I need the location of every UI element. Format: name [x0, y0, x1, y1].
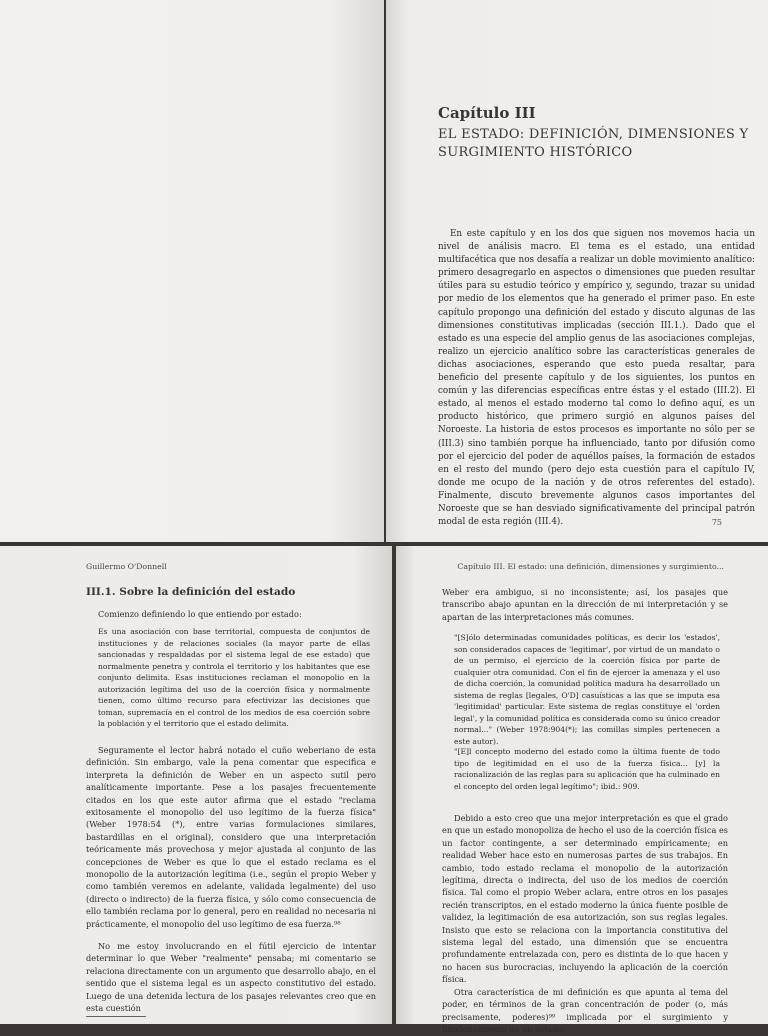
body-paragraph: Debido a esto creo que una mejor interpretación es que el grado en que un estado monopoliza de hecho el uso de la coerción física es un factor contingente, a ser determinado empíricamente; en realidad Weber hace esto en numerosas partes de sus trabajos. En cambio, todo estado reclama el monopolio de la autorización legítima, directa o indirecta, del uso de los medios de coerción física. Tal como el propio Weber aclara, entre otros en los pasajes recién transcriptos, en el estado moderno la única fuente posible de validez, la legitimación de esa autorización, son sus reglas legales. Insisto que esto se relaciona con la importancia constitutiva del sistema legal del estado, una dimensión que se encuentra profundamente entrelazada con, pero es distinta de lo que hacen y no hacen sus burocracias, incluyendo la aplicación de la coerción física. — [442, 813, 728, 985]
section-title: III.1. Sobre la definición del estado — [86, 586, 296, 598]
body-paragraph: Otra característica de mi definición es que apunta al tema del poder, en términos de la gran concentración de poder (o, más precisamente, poderes)⁹⁹ implicada por el surgimiento y funcionamiento de un estado. — [442, 987, 728, 1035]
running-head-chapter: Capítulo III. El estado: una definición, dimensiones y surgimiento... — [457, 562, 724, 571]
chapter-label: Capítulo III — [438, 104, 536, 122]
page-number: 75 — [711, 518, 722, 527]
blank-page — [0, 0, 384, 542]
footnote-rule — [86, 1016, 146, 1017]
block-quote: "[E]l concepto moderno del estado como la última fuente de todo tipo de legitimidad en el uso de la fuerza física... [y] la racionalización de las reglas para su aplicación que ha culminado en el concepto del orden legal legítimo"; ibid.: 909. — [454, 747, 720, 791]
body-paragraph: Seguramente el lector habrá notado el cuño weberiano de esta definición. Sin embargo, vale la pena comentar que especifica e interpreta la definición de Weber en un aspecto sutil pero analíticamente importante. Pese a los pasajes frecuentemente citados en los que este autor afirma que el estado "reclama exitosamente el monopolio del uso legítimo de la fuerza física" (Weber 1978:54 (*), entre varias formulaciones similares, bastardillas en el original), considero que una interpretación teóricamente más provechosa y mejor ajustada al conjunto de las concepciones de Weber es que lo que el estado reclama es el monopolio de la autorización legítima (i.e., según el propio Weber y como también veremos en adelante, validada legalmente) del uso (directo o indirecto) de la fuerza física, y sólo como consecuencia de ello también reclama por lo general, pero en realidad no necesaria ni prácticamente, el monopolio del uso legítimo de esa fuerza.⁹⁸ — [86, 745, 376, 929]
chapter-title: EL ESTADO: DEFINICIÓN, DIMENSIONES Y SURGIMIENTO HISTÓRICO — [438, 127, 749, 160]
body-paragraph: Weber era ambiguo, si no inconsistente; así, los pasajes que transcribo abajo apuntan en la dirección de mi interpretación y se apartan de las interpretaciones más comunes. — [442, 587, 728, 622]
chapter-opening-page — [386, 0, 768, 542]
right-text-page — [396, 546, 768, 1035]
chapter-intro-paragraph: En este capítulo y en los dos que siguen nos movemos hacia un nivel de análisis macro. El tema es el estado, una entidad multifacética que nos desafía a realizar un doble movimiento analítico: primero desagregarlo en aspectos o dimensiones que pueden resultar útiles para su estudio teórico y empírico y, segundo, trazar su unidad por medio de los elementos que ha generado el primer paso. En este capítulo propongo una definición del estado y discuto algunas de las dimensiones constitutivas implicadas (sección III.1.). Dado que el estado es una especie del amplio genus de las asociaciones complejas, realizo un ejercicio analítico sobre las características generales de dichas asociaciones, esperando que esto pueda resaltar, para beneficio del presente capítulo y de los siguientes, los puntos en común y las diferencias específicas entre éstas y el estado (III.2). El estado, al menos el estado moderno tal como lo defino aquí, es un producto histórico, que primero surgió en algunos países del Noroeste. La historia de estos procesos es importante no sólo per se (III.3) sino también porque ha influenciado, tanto por difusión como por el ejercicio del poder de aquéllos países, la formación de estados en el resto del mundo (pero dejo esta cuestión para el capítulo IV, donde me ocupo de la nación y de otros referentes del estado). Finalmente, discuto brevemente algunos casos importantes del Noroeste que se han desviado significativamente del principal patrón modal de esta región (III.4). — [438, 229, 755, 528]
bottom-spread — [0, 546, 768, 1035]
block-quote: "[S]ólo determinadas comunidades políticas, es decir los 'estados', son considerados capaces de 'legitimar', por virtud de un mandato o de un permiso, el ejercicio de la coerción física por parte de cualquier otra comunidad. Con el fin de ejercer la amenaza y el uso de dicha coerción, la comunidad política madura ha desarrollado un sistema de reglas [legales, O'D] casuísticas a las que se imputa esa 'legitimidad' particular. Este sistema de reglas constituye el 'orden legal', y la comunidad política es considerada como su único creador normal..." (Weber 1978:904(*); las comillas simples pertenecen a este autor). — [454, 633, 720, 746]
running-head-author: Guillermo O'Donnell — [86, 562, 167, 571]
body-paragraph: No me estoy involucrando en el fútil ejercicio de intentar determinar lo que Weber "realmente" pensaba; mi comentario se relaciona directamente con un argumento que desarrollo abajo, en el sentido que el sistema legal es un aspecto constitutivo del estado. Luego de una detenida lectura de los pasajes relevantes creo que en esta cuestión — [86, 941, 376, 1014]
body-paragraph: Comienzo definiendo lo que entiendo por estado: — [98, 609, 302, 619]
left-text-page — [0, 546, 392, 1024]
block-quote: Es una asociación con base territorial, compuesta de conjuntos de instituciones y de relaciones sociales (la mayor parte de ellas sancionadas y respaldadas por el sistema legal de ese estado) que normalmente penetra y controla el territorio y los habitantes que ese conjunto delimita. Esas instituciones reclaman el monopolio en la autorización legítima del uso de la coerción física y normalmente tienen, como último recurso para efectivizar las decisiones que toman, supremacía en el control de los medios de esa coerción sobre la población y el territorio que el estado delimita. — [98, 627, 370, 728]
